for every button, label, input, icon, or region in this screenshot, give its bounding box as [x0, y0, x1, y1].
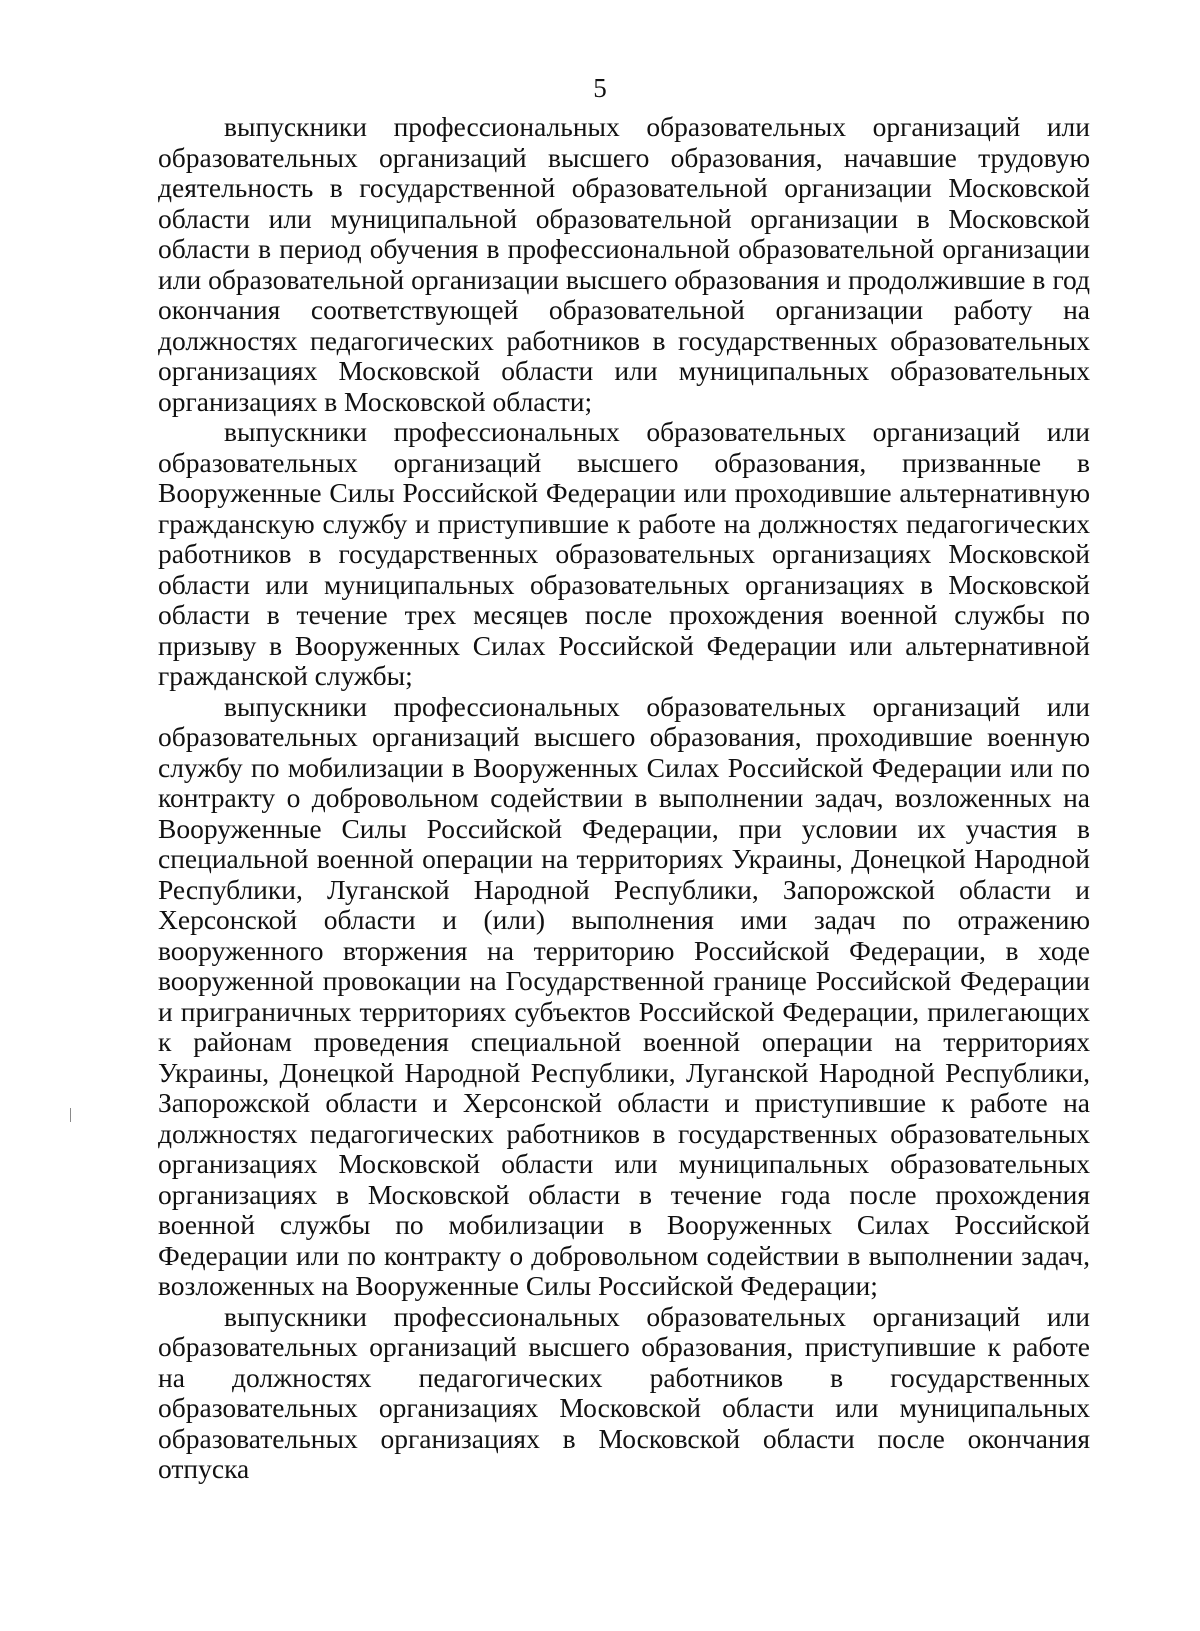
paragraph: выпускники профессиональных образовательных организаций или образовательных организаций высшего образования, проходившие военную службу по мобилизации в Вооруженных Силах Российской Федерации или по контракту о добровольном содействии в выполнении задач, возложенных на Вооруженные Силы Российской Федерации, при условии их участия в специальной военной операции на территориях Украины, Донецкой Народной Республики, Луганской Народной Республики, Запорожской области и Херсонской области и (или) выполнения ими задач по отражению вооруженного вторжения на территорию Российской Федерации, в ходе вооруженной провокации на Государственной границе Российской Федерации и приграничных территориях субъектов Российской Федерации, прилегающих к районам проведения специальной военной операции на территориях Украины, Донецкой Народной Республики, Луганской Народной Республики, Запорожской области и Херсонской области и приступившие к работе на должностях педагогических работников в государственных образовательных организациях Московской области или муниципальных образовательных организациях в Московской области в течение года после прохождения военной службы по мобилизации в Вооруженных Силах Российской Федерации или по контракту о добровольном содействии в выполнении задач, возложенных на Вооруженные Силы Российской Федерации; [158, 690, 1090, 1301]
paragraph: выпускники профессиональных образовательных организаций или образовательных организаций высшего образования, призванные в Вооруженные Силы Российской Федерации или проходившие альтернативную гражданскую службу и приступившие к работе на должностях педагогических работников в государственных образовательных организациях Московской области или муниципальных образовательных организациях в Московской области в течение трех месяцев после прохождения военной службы по призыву в Вооруженных Силах Российской Федерации или альтернативной гражданской службы; [158, 416, 1090, 691]
scan-artifact-mark [70, 1108, 71, 1122]
paragraph: выпускники профессиональных образовательных организаций или образовательных организаций высшего образования, начавшие трудовую деятельность в государственной образовательной организации Московской области или муниципальной образовательной организации в Московской области в период обучения в профессиональной образовательной организации или образовательной организации высшего образования и продолжившие в год окончания соответствующей образовательной организации работу на должностях педагогических работников в государственных образовательных организациях Московской области или муниципальных образовательных организациях в Московской области; [158, 111, 1090, 417]
paragraph: выпускники профессиональных образовательных организаций или образовательных организаций высшего образования, приступившие к работе на должностях педагогических работников в государственных образовательных организациях Московской области или муниципальных образовательных организациях в Московской области после окончания отпуска [158, 1300, 1090, 1484]
page-number: 5 [593, 73, 607, 103]
document-text [158, 112, 1090, 1485]
